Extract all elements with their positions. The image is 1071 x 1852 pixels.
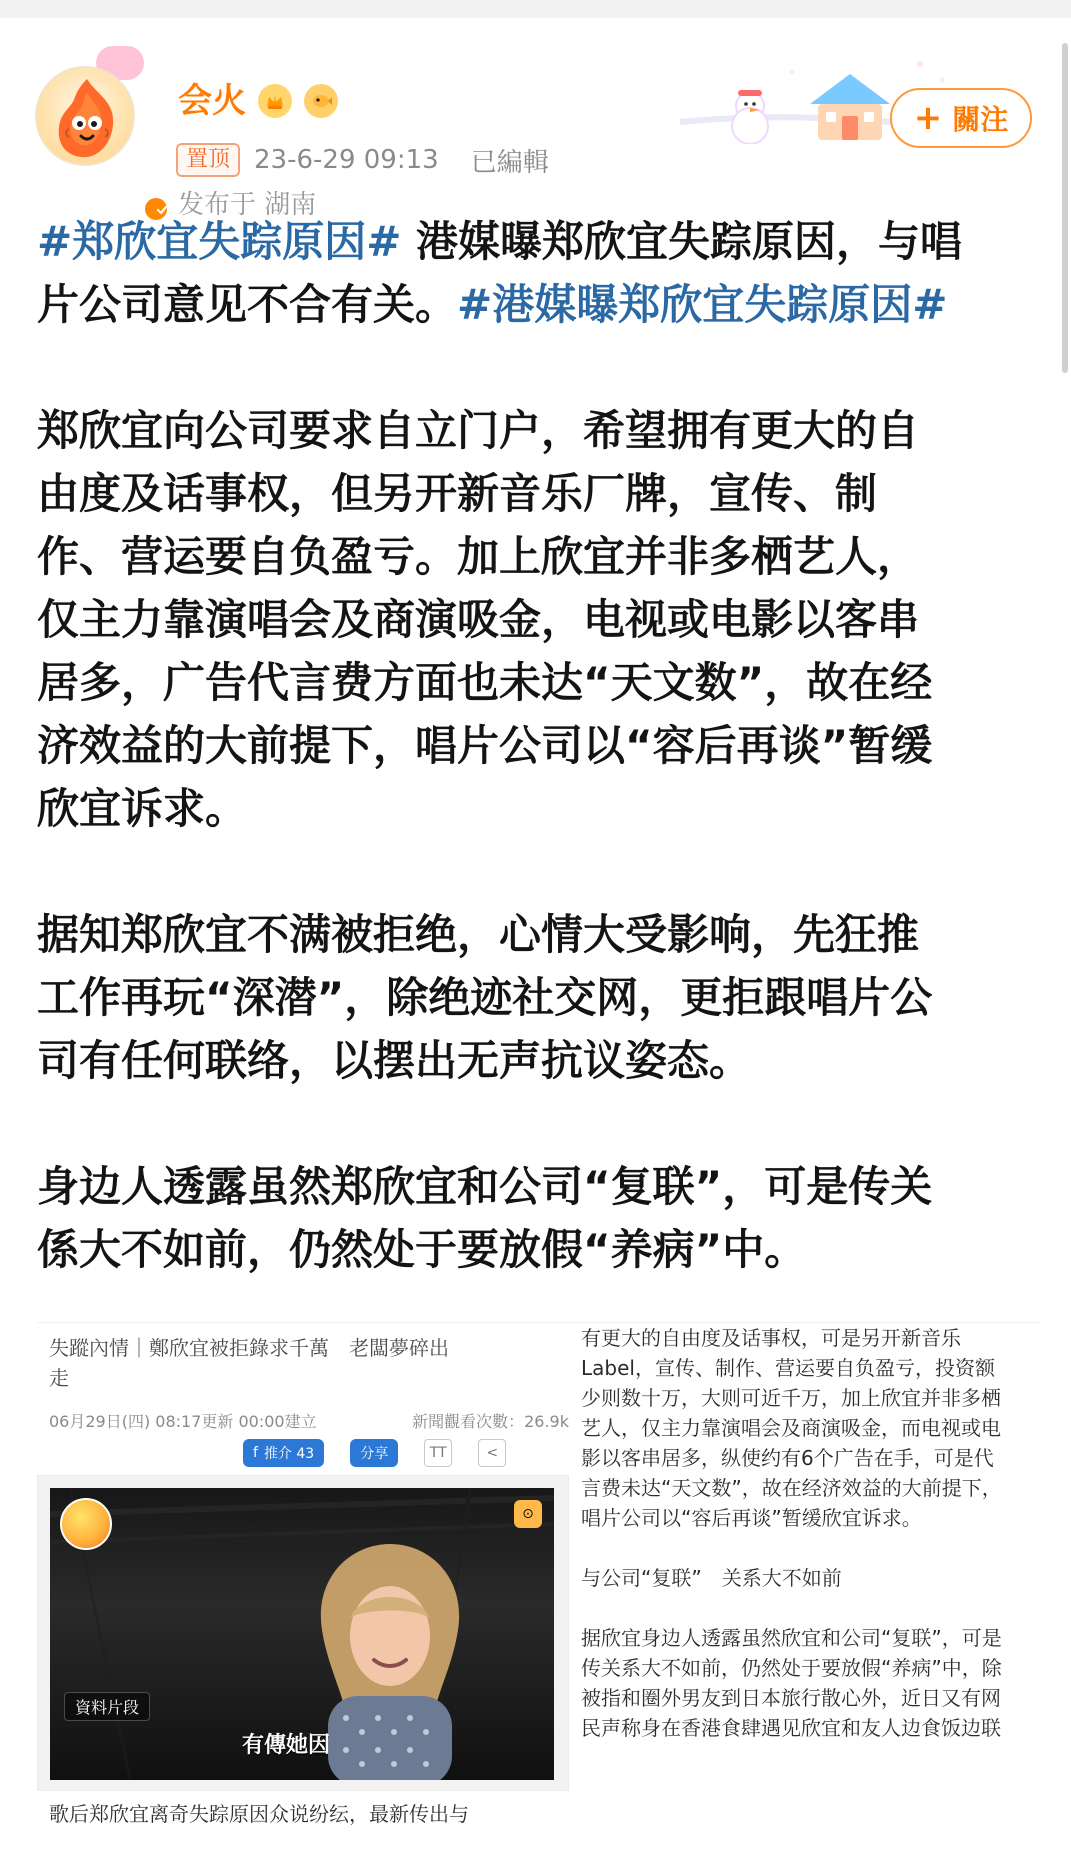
flame-mascot-icon: [47, 73, 127, 163]
edited-label[interactable]: 已編輯: [470, 147, 549, 178]
share-button[interactable]: [350, 1439, 398, 1467]
share-icon[interactable]: <: [478, 1439, 506, 1467]
embedded-right-line: 言费未达“天文数”，故在经济效益的大前提下，: [581, 1476, 1002, 1500]
post-line: 工作再玩“深潜”，除绝迹社交网，更拒跟唱片公: [37, 973, 933, 1022]
post-time: 23-6-29 09:13: [254, 145, 439, 175]
avatar[interactable]: [35, 66, 135, 166]
post-line: 据知郑欣宜不满被拒绝，心情大受影响，先狂推: [37, 910, 920, 959]
paragraph-spacer: [37, 840, 1027, 903]
post-location: 发布于 湖南: [178, 190, 317, 220]
post-line: 仅主力靠演唱会及商演吸金，电视或电影以客串: [37, 595, 920, 644]
embedded-right-line: Label，宣传、制作、营运要自负盈亏，投资额: [581, 1356, 995, 1380]
pinned-tag: 置顶: [176, 143, 240, 177]
font-size-icon[interactable]: TT: [424, 1439, 452, 1467]
embedded-right-subhead: 与公司“复联” 关系大不如前: [581, 1566, 842, 1590]
follow-button[interactable]: [890, 88, 1032, 148]
hashtag-link[interactable]: #港媒曝郑欣宜失踪原因#: [457, 280, 948, 329]
embedded-title-line: 走: [49, 1366, 69, 1390]
post-text: 港媒曝郑欣宜失踪原因，与唱: [401, 217, 963, 266]
channel-corner-icon: ⊙: [514, 1500, 542, 1528]
post-paragraph-1: [37, 210, 1027, 336]
embedded-screenshot[interactable]: [37, 1322, 1040, 1852]
embedded-right-line: 传关系大不如前，仍然处于要放假“养病”中，除: [581, 1656, 1002, 1680]
embedded-right-line: 唱片公司以“容后再谈”暂缓欣宜诉求。: [581, 1506, 922, 1530]
post-paragraph-4: [37, 1155, 1027, 1281]
plus-icon: +: [913, 98, 943, 138]
fish-badge-icon: [304, 84, 338, 118]
post-line: 欣宜诉求。: [37, 784, 248, 833]
share-label: 分享: [360, 1446, 389, 1462]
embedded-views: 新聞觀看次數：26.9k: [412, 1412, 569, 1431]
embedded-right-line: 影以客串居多，纵使约有6个广告在手，可是代: [581, 1446, 994, 1470]
follow-label: 關注: [952, 103, 1009, 136]
top-status-bar: [0, 0, 1071, 18]
embedded-right-line: 有更大的自由度及话事权，可是另开新音乐: [581, 1326, 961, 1350]
post-paragraph-3: [37, 903, 1027, 1092]
post-line: 由度及话事权，但另开新音乐厂牌，宣传、制: [37, 469, 878, 518]
post-meta: [176, 142, 549, 178]
embedded-right-text: [581, 1323, 1040, 1743]
embedded-right-line: 民声称身在香港食肆遇见欣宜和友人边食饭边联: [581, 1716, 1001, 1740]
embedded-left-article: [37, 1323, 569, 1852]
hashtag-link[interactable]: #郑欣宜失踪原因#: [37, 217, 402, 266]
embedded-right-line: 艺人，仅主力靠演唱会及商演吸金，而电视或电: [581, 1416, 1001, 1440]
post-text: 片公司意见不合有关。: [37, 280, 458, 329]
like-button[interactable]: [243, 1439, 324, 1467]
post-line: 居多，广告代言费方面也未达“天文数”，故在经: [37, 658, 933, 707]
username[interactable]: 会火: [178, 81, 246, 121]
scrollbar[interactable]: [1059, 18, 1071, 1851]
video-tag: 資料片段: [64, 1692, 150, 1721]
username-row: [178, 80, 338, 122]
like-label: 推介 43: [263, 1446, 315, 1462]
embedded-right-line: 少则数十万，大则可近千万，加上欣宜并非多栖: [581, 1386, 1001, 1410]
post-line: 司有任何联络，以摆出无声抗议姿态。: [37, 1036, 752, 1085]
embedded-meta: [49, 1409, 569, 1439]
embedded-caption: 歌后郑欣宜离奇失踪原因众说纷纭，最新传出与: [49, 1802, 469, 1826]
channel-logo-icon: [60, 1498, 112, 1550]
embedded-actions: [243, 1439, 506, 1467]
embedded-title-line: 失蹤內情｜鄭欣宜被拒錄求千萬 老闆夢碎出: [49, 1336, 449, 1360]
post-header: [0, 18, 1071, 220]
embedded-right-gap: [581, 1533, 1040, 1563]
video-thumbnail[interactable]: [37, 1475, 569, 1791]
embedded-title: [49, 1333, 549, 1393]
facebook-icon: f: [253, 1445, 258, 1461]
embedded-right-line: 被指和圈外男友到日本旅行散心外，近日又有网: [581, 1686, 1001, 1710]
post-paragraph-2: [37, 399, 1027, 840]
video-frame-inner: [50, 1488, 554, 1780]
embedded-right-article: [581, 1323, 1040, 1852]
paragraph-spacer: [37, 336, 1027, 399]
embedded-right-gap: [581, 1593, 1040, 1623]
crown-badge-icon: [258, 84, 292, 118]
post-content: [37, 210, 1027, 1281]
embedded-updated: 06月29日(四) 08:17更新 00:00建立: [49, 1412, 317, 1431]
paragraph-spacer: [37, 1092, 1027, 1155]
post-line: 係大不如前，仍然处于要放假“养病”中。: [37, 1225, 807, 1274]
post-line: 身边人透露虽然郑欣宜和公司“复联”，可是传关: [37, 1162, 933, 1211]
post-line: 济效益的大前提下，唱片公司以“容后再谈”暂缓: [37, 721, 933, 770]
video-subtitle: 有傳她因: [242, 1733, 331, 1758]
embedded-right-line: 据欣宜身边人透露虽然欣宜和公司“复联”，可是: [581, 1626, 1002, 1650]
post-line: 作、营运要自负盈亏。加上欣宜并非多栖艺人，: [37, 532, 920, 581]
post-line: 郑欣宜向公司要求自立门户，希望拥有更大的自: [37, 406, 920, 455]
